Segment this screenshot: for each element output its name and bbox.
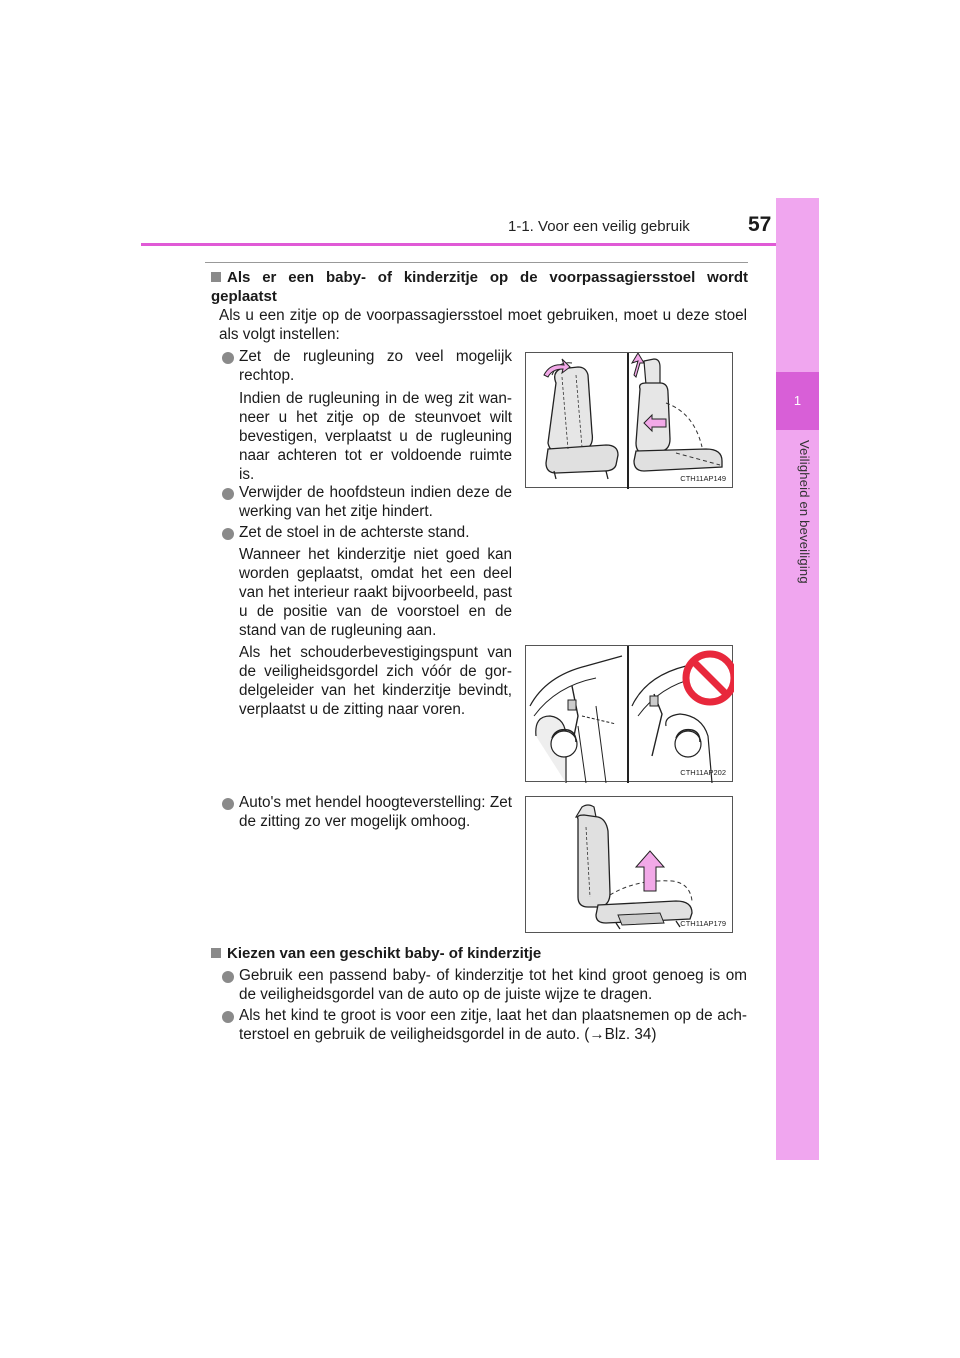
bullet-upright-text: Zet de rugleuning zo veel mogelijk rechtop.: [239, 348, 512, 384]
child-belt-illustration: [526, 646, 734, 783]
figure-caption: CTH11AP202: [680, 768, 726, 777]
header-rule: [141, 243, 819, 246]
side-tab-label: Veiligheid en beveiliging: [797, 440, 812, 584]
bullet-icon: [222, 1011, 234, 1023]
bullet-suitable-seat-text: Gebruik een passend baby- of kinderzitje tot het kind groot genoeg is om de veiligheidsgordel van de auto op de juiste wijze te dragen.: [239, 967, 747, 1003]
header-title: 1-1. Voor een veilig gebruik: [508, 218, 690, 235]
section-rule: [205, 262, 748, 263]
bullet-rear-position-note: Wanneer het kinderzitje niet goed kan worden geplaatst, omdat het een deel van het interieur raakt bijvoorbeeld, past u de positie van de voorstoel en de stand van de rugleuning aan.: [239, 546, 512, 639]
bullet-height-text: Auto's met hendel hoogteverstelling: Zet de zitting zo ver mogelijk omhoog.: [239, 794, 512, 830]
square-bullet-icon: [211, 948, 221, 958]
section-heading: [211, 268, 748, 306]
figure-seat-height: [525, 796, 733, 933]
section-heading-text: Als er een baby- of kinderzitje op de voorpassagiersstoel wordt geplaatst: [211, 269, 748, 305]
figure-child-belt: [525, 645, 733, 782]
bullet-icon: [222, 488, 234, 500]
bullet-rear-seat-text: Als het kind te groot is voor een zitje, laat het dan plaatsnemen op de ach- terstoel en gebruik de veiligheidsgordel in de auto. (→Blz. 34): [239, 1007, 747, 1043]
bullet-rear-position-text: Zet de stoel in de achterste stand.: [239, 524, 470, 541]
bullet-upright-note: Indien de rugleuning in de weg zit wan- neer u het zitje op de steunvoet wilt bevestigen, verplaatst u de rugleuning naar achteren tot er voldoende ruimte is.: [239, 390, 512, 483]
bullet-icon: [222, 352, 234, 364]
figure-seat-backrest: [525, 352, 733, 488]
figure-caption: CTH11AP179: [680, 919, 726, 928]
arrow-up-icon: [636, 851, 664, 891]
intro-text: Als u een zitje op de voorpassagiersstoel moet gebruiken, moet u deze stoel als volgt instellen:: [219, 307, 747, 343]
figure-caption: CTH11AP149: [680, 474, 726, 483]
bullet-icon: [222, 528, 234, 540]
section-heading-text: Kiezen van een geschikt baby- of kinderzitje: [227, 945, 542, 962]
side-tab: [776, 198, 819, 1160]
seat-backrest-illustration: [526, 353, 734, 489]
bullet-icon: [222, 798, 234, 810]
square-bullet-icon: [211, 272, 221, 282]
prohibition-icon: [686, 654, 734, 702]
bullet-shoulder-belt-note: Als het schouderbevestigingspunt van de veiligheidsgordel zich vóór de gor- delgeleider van het kinderzitje bevindt, verplaatst u de zitting naar voren.: [239, 644, 512, 718]
page-number: 57: [748, 213, 772, 236]
bullet-icon: [222, 971, 234, 983]
bullet-headrest-text: Verwijder de hoofdsteun indien deze de werking van het zitje hindert.: [239, 484, 512, 520]
seat-height-illustration: [526, 797, 734, 934]
side-tab-chapter: 1: [776, 372, 819, 430]
arrow-icon: [632, 353, 644, 377]
section-heading: [211, 944, 541, 963]
